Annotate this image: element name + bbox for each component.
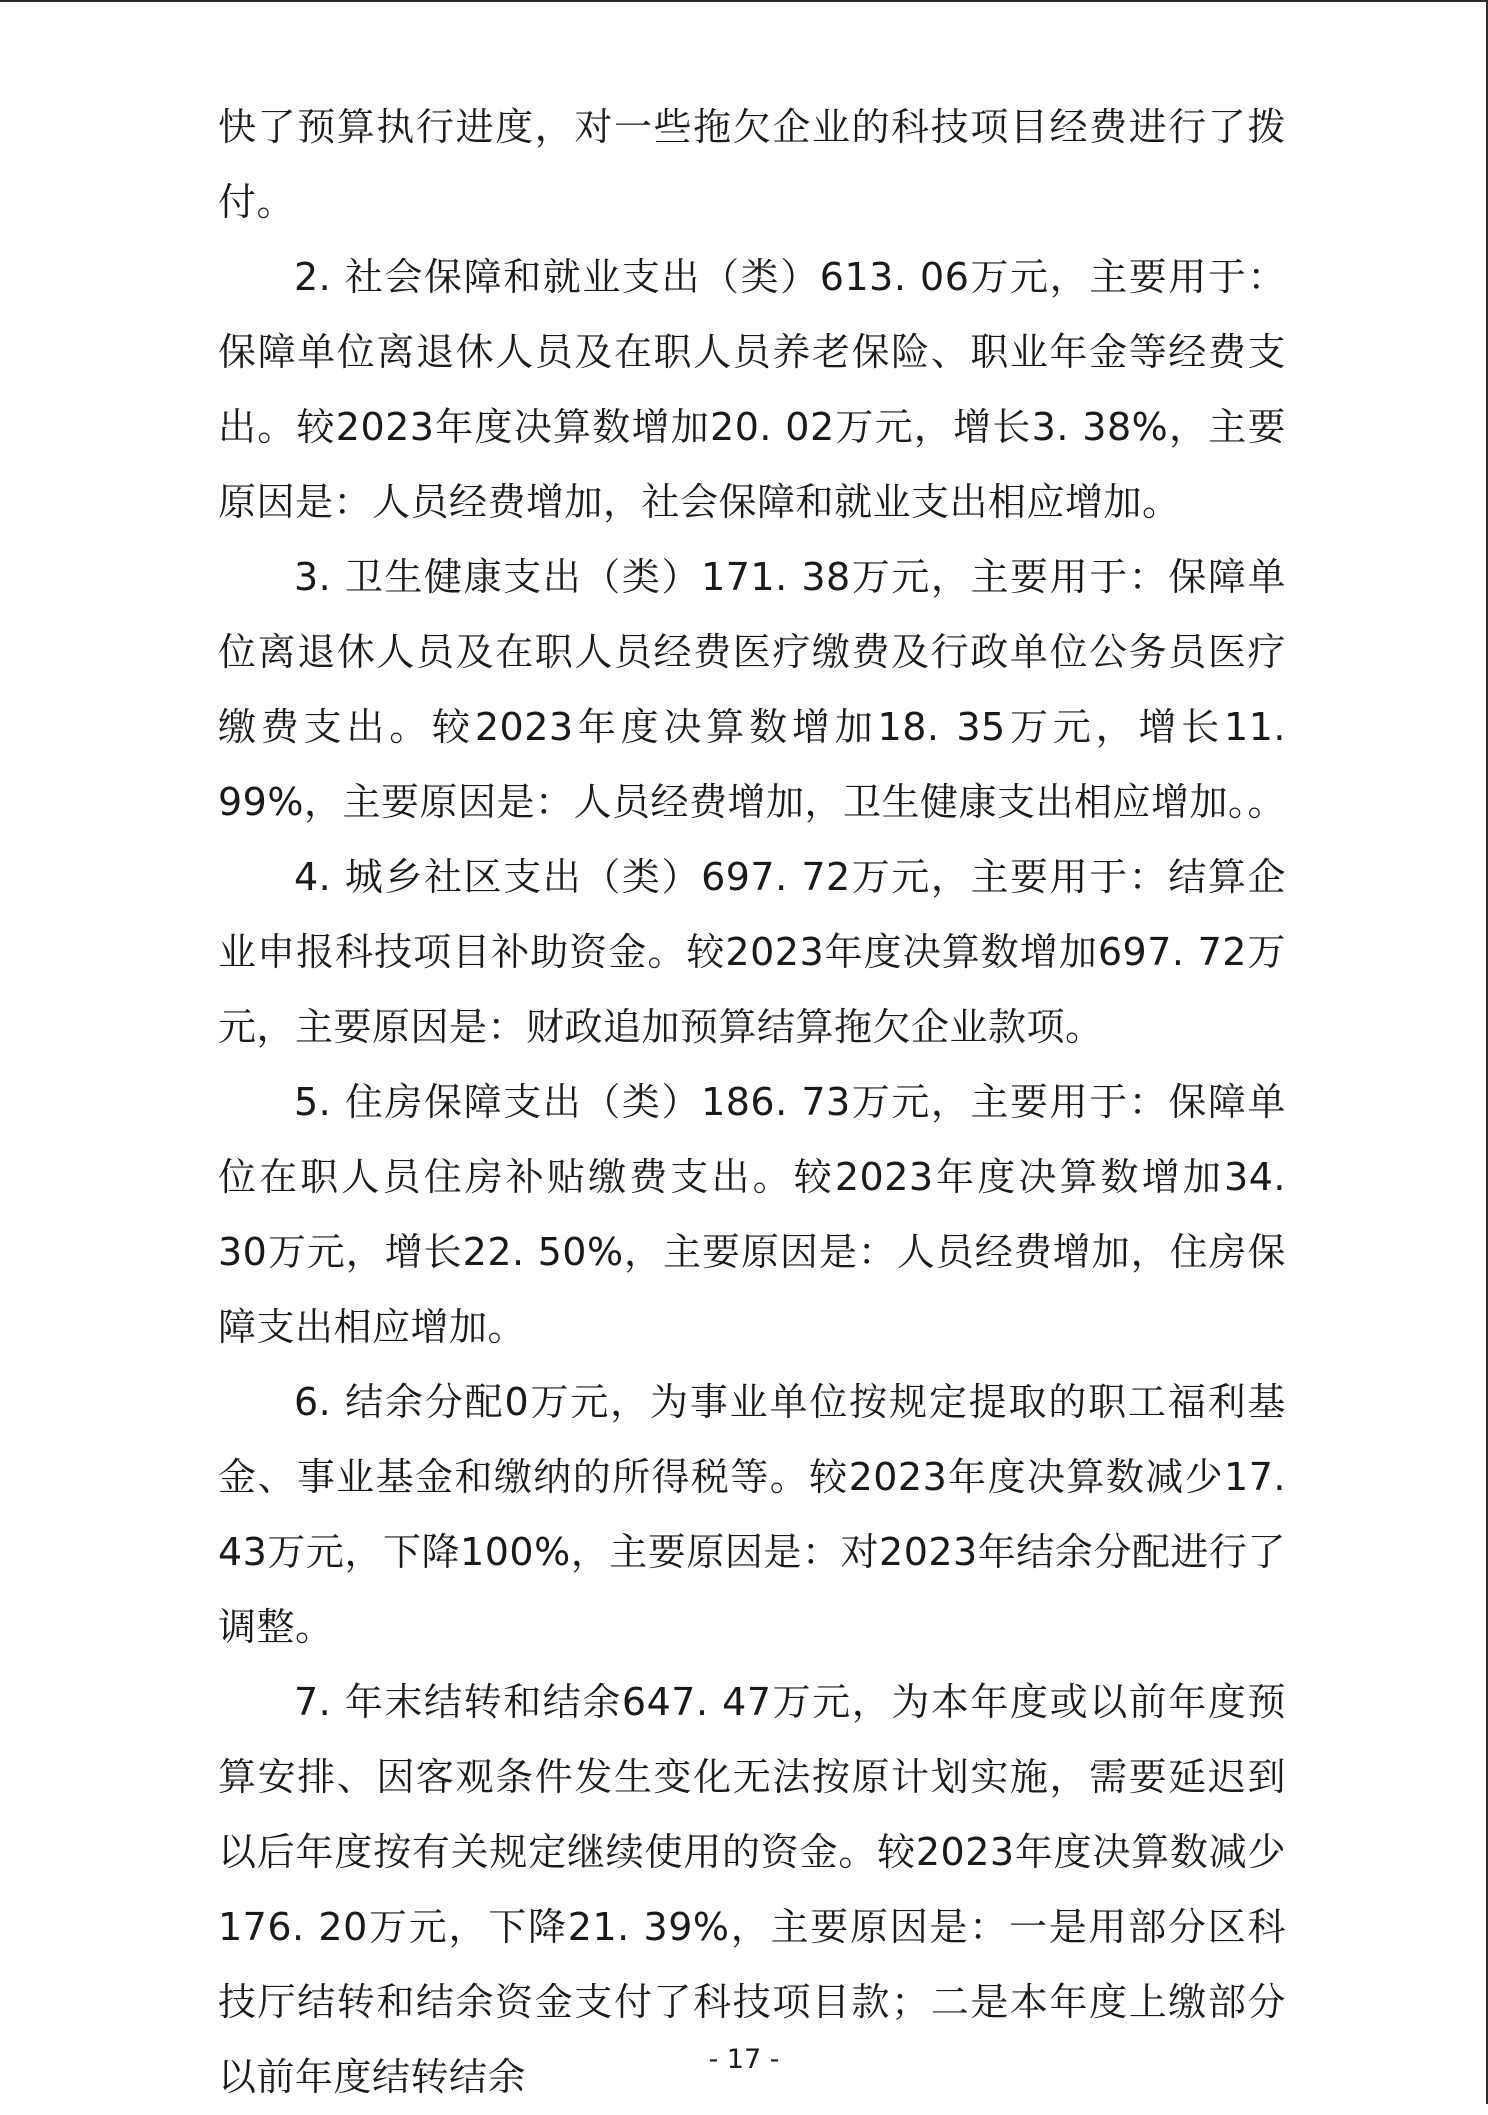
paragraph-urban-rural: 4. 城乡社区支出（类）697. 72万元，主要用于：结算企业申报科技项目补助资金。较2023年度决算数增加697. 72万元，主要原因是：财政追加预算结算拖欠企业款项。	[218, 855, 1286, 1049]
paragraph-surplus-distribution: 6. 结余分配0万元，为事业单位按规定提取的职工福利基金、事业基金和缴纳的所得税等。较2023年度决算数减少17. 43万元，下降100%，主要原因是：对2023年结余分配进行了调整。	[218, 1380, 1286, 1649]
page-number: - 17 -	[708, 2044, 780, 2075]
paragraph-social-security: 2. 社会保障和就业支出（类）613. 06万元，主要用于：保障单位离退休人员及在职人员养老保险、职业年金等经费支出。较2023年度决算数增加20. 02万元，增长3. 38%，主要原因是：人员经费增加，社会保障和就业支出相应增加。	[218, 255, 1286, 524]
document-body	[218, 90, 1286, 2115]
paragraph-housing: 5. 住房保障支出（类）186. 73万元，主要用于：保障单位在职人员住房补贴缴费支出。较2023年度决算数增加34. 30万元，增长22. 50%，主要原因是：人员经费增加，住房保障支出相应增加。	[218, 1080, 1286, 1349]
paragraph-continuation: 快了预算执行进度，对一些拖欠企业的科技项目经费进行了拨付。	[218, 105, 1286, 224]
paragraph-health: 3. 卫生健康支出（类）171. 38万元，主要用于：保障单位离退休人员及在职人员经费医疗缴费及行政单位公务员医疗缴费支出。较2023年度决算数增加18. 35万元，增长11. 99%，主要原因是：人员经费增加，卫生健康支出相应增加。。	[218, 555, 1286, 824]
paragraph-year-end-balance: 7. 年末结转和结余647. 47万元，为本年度或以前年度预算安排、因客观条件发生变化无法按原计划实施，需要延迟到以后年度按有关规定继续使用的资金。较2023年度决算数减少176. 20万元，下降21. 39%，主要原因是：一是用部分区科技厅结转和结余资金支付了科技项目款；二是本年度上缴部分以前年度结转结余	[218, 1680, 1286, 2099]
